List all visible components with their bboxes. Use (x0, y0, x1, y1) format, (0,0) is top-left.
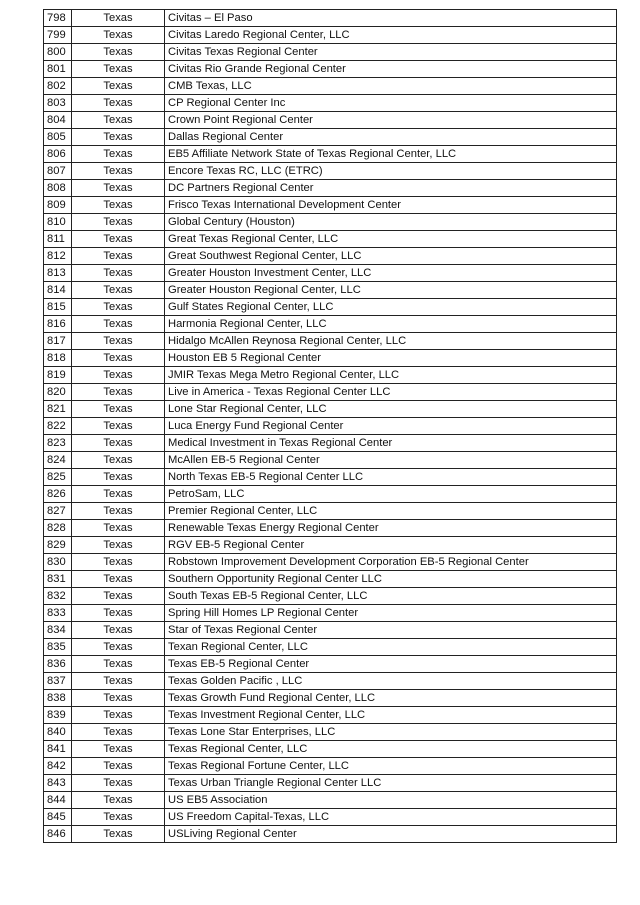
center-name-cell: Civitas Rio Grande Regional Center (165, 61, 617, 78)
center-name-cell: Live in America - Texas Regional Center LLC (165, 384, 617, 401)
row-number-cell: 844 (44, 792, 72, 809)
table-row (44, 418, 617, 435)
center-name-cell: Texas Lone Star Enterprises, LLC (165, 724, 617, 741)
row-number-cell: 810 (44, 214, 72, 231)
table-row (44, 673, 617, 690)
center-name-cell: Crown Point Regional Center (165, 112, 617, 129)
table-row (44, 537, 617, 554)
table-row (44, 333, 617, 350)
row-number-cell: 834 (44, 622, 72, 639)
row-number-cell: 828 (44, 520, 72, 537)
state-cell: Texas (72, 724, 165, 741)
table-row (44, 95, 617, 112)
center-name-cell: Medical Investment in Texas Regional Center (165, 435, 617, 452)
state-cell: Texas (72, 146, 165, 163)
center-name-cell: Texas EB-5 Regional Center (165, 656, 617, 673)
row-number-cell: 799 (44, 27, 72, 44)
state-cell: Texas (72, 707, 165, 724)
table-row (44, 112, 617, 129)
table-row (44, 775, 617, 792)
table-row (44, 78, 617, 95)
table-row (44, 520, 617, 537)
table-row (44, 588, 617, 605)
state-cell: Texas (72, 690, 165, 707)
regional-center-table-sheet (43, 9, 616, 843)
center-name-cell: Renewable Texas Energy Regional Center (165, 520, 617, 537)
table-row (44, 401, 617, 418)
state-cell: Texas (72, 469, 165, 486)
state-cell: Texas (72, 350, 165, 367)
table-row (44, 163, 617, 180)
table-row (44, 197, 617, 214)
state-cell: Texas (72, 775, 165, 792)
table-row (44, 452, 617, 469)
center-name-cell: CP Regional Center Inc (165, 95, 617, 112)
table-row (44, 248, 617, 265)
table-row (44, 27, 617, 44)
state-cell: Texas (72, 503, 165, 520)
row-number-cell: 827 (44, 503, 72, 520)
table-row (44, 214, 617, 231)
table-row (44, 435, 617, 452)
table-row (44, 350, 617, 367)
center-name-cell: Texas Regional Center, LLC (165, 741, 617, 758)
table-row (44, 61, 617, 78)
state-cell: Texas (72, 299, 165, 316)
table-row (44, 605, 617, 622)
row-number-cell: 798 (44, 10, 72, 27)
center-name-cell: Greater Houston Regional Center, LLC (165, 282, 617, 299)
row-number-cell: 811 (44, 231, 72, 248)
center-name-cell: Civitas – El Paso (165, 10, 617, 27)
row-number-cell: 835 (44, 639, 72, 656)
row-number-cell: 829 (44, 537, 72, 554)
table-body (44, 10, 617, 843)
row-number-cell: 840 (44, 724, 72, 741)
center-name-cell: Houston EB 5 Regional Center (165, 350, 617, 367)
state-cell: Texas (72, 316, 165, 333)
table-row (44, 299, 617, 316)
state-cell: Texas (72, 571, 165, 588)
center-name-cell: Texas Investment Regional Center, LLC (165, 707, 617, 724)
row-number-cell: 812 (44, 248, 72, 265)
state-cell: Texas (72, 27, 165, 44)
row-number-cell: 815 (44, 299, 72, 316)
table-row (44, 469, 617, 486)
state-cell: Texas (72, 214, 165, 231)
state-cell: Texas (72, 10, 165, 27)
row-number-cell: 838 (44, 690, 72, 707)
row-number-cell: 809 (44, 197, 72, 214)
center-name-cell: Luca Energy Fund Regional Center (165, 418, 617, 435)
table-row (44, 231, 617, 248)
state-cell: Texas (72, 639, 165, 656)
state-cell: Texas (72, 622, 165, 639)
center-name-cell: Texas Regional Fortune Center, LLC (165, 758, 617, 775)
state-cell: Texas (72, 486, 165, 503)
state-cell: Texas (72, 401, 165, 418)
center-name-cell: JMIR Texas Mega Metro Regional Center, LLC (165, 367, 617, 384)
table-row (44, 44, 617, 61)
table-row (44, 690, 617, 707)
center-name-cell: Southern Opportunity Regional Center LLC (165, 571, 617, 588)
center-name-cell: Gulf States Regional Center, LLC (165, 299, 617, 316)
row-number-cell: 800 (44, 44, 72, 61)
state-cell: Texas (72, 129, 165, 146)
row-number-cell: 818 (44, 350, 72, 367)
center-name-cell: Hidalgo McAllen Reynosa Regional Center, LLC (165, 333, 617, 350)
row-number-cell: 820 (44, 384, 72, 401)
center-name-cell: Dallas Regional Center (165, 129, 617, 146)
state-cell: Texas (72, 367, 165, 384)
state-cell: Texas (72, 758, 165, 775)
table-row (44, 622, 617, 639)
state-cell: Texas (72, 656, 165, 673)
row-number-cell: 802 (44, 78, 72, 95)
row-number-cell: 806 (44, 146, 72, 163)
table-row (44, 554, 617, 571)
row-number-cell: 803 (44, 95, 72, 112)
state-cell: Texas (72, 282, 165, 299)
state-cell: Texas (72, 112, 165, 129)
row-number-cell: 839 (44, 707, 72, 724)
table-row (44, 707, 617, 724)
center-name-cell: Texan Regional Center, LLC (165, 639, 617, 656)
state-cell: Texas (72, 452, 165, 469)
row-number-cell: 817 (44, 333, 72, 350)
table-row (44, 265, 617, 282)
row-number-cell: 813 (44, 265, 72, 282)
state-cell: Texas (72, 248, 165, 265)
row-number-cell: 814 (44, 282, 72, 299)
row-number-cell: 846 (44, 826, 72, 843)
center-name-cell: Texas Golden Pacific , LLC (165, 673, 617, 690)
center-name-cell: EB5 Affiliate Network State of Texas Regional Center, LLC (165, 146, 617, 163)
center-name-cell: Harmonia Regional Center, LLC (165, 316, 617, 333)
center-name-cell: Texas Growth Fund Regional Center, LLC (165, 690, 617, 707)
table-row (44, 639, 617, 656)
row-number-cell: 825 (44, 469, 72, 486)
row-number-cell: 833 (44, 605, 72, 622)
state-cell: Texas (72, 809, 165, 826)
state-cell: Texas (72, 95, 165, 112)
table-row (44, 792, 617, 809)
row-number-cell: 822 (44, 418, 72, 435)
regional-center-table (43, 9, 617, 843)
table-row (44, 129, 617, 146)
row-number-cell: 823 (44, 435, 72, 452)
row-number-cell: 826 (44, 486, 72, 503)
table-row (44, 826, 617, 843)
center-name-cell: Great Southwest Regional Center, LLC (165, 248, 617, 265)
state-cell: Texas (72, 180, 165, 197)
state-cell: Texas (72, 231, 165, 248)
row-number-cell: 830 (44, 554, 72, 571)
row-number-cell: 832 (44, 588, 72, 605)
center-name-cell: RGV EB-5 Regional Center (165, 537, 617, 554)
row-number-cell: 831 (44, 571, 72, 588)
row-number-cell: 842 (44, 758, 72, 775)
row-number-cell: 843 (44, 775, 72, 792)
table-row (44, 367, 617, 384)
state-cell: Texas (72, 537, 165, 554)
state-cell: Texas (72, 826, 165, 843)
table-row (44, 809, 617, 826)
state-cell: Texas (72, 163, 165, 180)
center-name-cell: North Texas EB-5 Regional Center LLC (165, 469, 617, 486)
center-name-cell: South Texas EB-5 Regional Center, LLC (165, 588, 617, 605)
state-cell: Texas (72, 333, 165, 350)
table-row (44, 384, 617, 401)
center-name-cell: USLiving Regional Center (165, 826, 617, 843)
table-row (44, 571, 617, 588)
center-name-cell: Civitas Laredo Regional Center, LLC (165, 27, 617, 44)
row-number-cell: 819 (44, 367, 72, 384)
table-row (44, 503, 617, 520)
state-cell: Texas (72, 418, 165, 435)
center-name-cell: McAllen EB-5 Regional Center (165, 452, 617, 469)
row-number-cell: 841 (44, 741, 72, 758)
state-cell: Texas (72, 384, 165, 401)
state-cell: Texas (72, 265, 165, 282)
center-name-cell: US Freedom Capital-Texas, LLC (165, 809, 617, 826)
state-cell: Texas (72, 673, 165, 690)
center-name-cell: Robstown Improvement Development Corporation EB-5 Regional Center (165, 554, 617, 571)
table-row (44, 486, 617, 503)
center-name-cell: Premier Regional Center, LLC (165, 503, 617, 520)
row-number-cell: 836 (44, 656, 72, 673)
table-row (44, 146, 617, 163)
table-row (44, 656, 617, 673)
state-cell: Texas (72, 61, 165, 78)
row-number-cell: 807 (44, 163, 72, 180)
center-name-cell: DC Partners Regional Center (165, 180, 617, 197)
center-name-cell: Global Century (Houston) (165, 214, 617, 231)
state-cell: Texas (72, 78, 165, 95)
table-row (44, 316, 617, 333)
center-name-cell: PetroSam, LLC (165, 486, 617, 503)
row-number-cell: 808 (44, 180, 72, 197)
state-cell: Texas (72, 792, 165, 809)
center-name-cell: CMB Texas, LLC (165, 78, 617, 95)
state-cell: Texas (72, 435, 165, 452)
state-cell: Texas (72, 588, 165, 605)
table-row (44, 10, 617, 27)
table-row (44, 180, 617, 197)
center-name-cell: US EB5 Association (165, 792, 617, 809)
row-number-cell: 821 (44, 401, 72, 418)
row-number-cell: 816 (44, 316, 72, 333)
row-number-cell: 824 (44, 452, 72, 469)
center-name-cell: Star of Texas Regional Center (165, 622, 617, 639)
state-cell: Texas (72, 44, 165, 61)
table-row (44, 724, 617, 741)
table-row (44, 758, 617, 775)
table-row (44, 741, 617, 758)
state-cell: Texas (72, 197, 165, 214)
row-number-cell: 805 (44, 129, 72, 146)
center-name-cell: Texas Urban Triangle Regional Center LLC (165, 775, 617, 792)
state-cell: Texas (72, 741, 165, 758)
table-row (44, 282, 617, 299)
center-name-cell: Greater Houston Investment Center, LLC (165, 265, 617, 282)
row-number-cell: 804 (44, 112, 72, 129)
center-name-cell: Civitas Texas Regional Center (165, 44, 617, 61)
center-name-cell: Lone Star Regional Center, LLC (165, 401, 617, 418)
row-number-cell: 801 (44, 61, 72, 78)
center-name-cell: Spring Hill Homes LP Regional Center (165, 605, 617, 622)
center-name-cell: Frisco Texas International Development Center (165, 197, 617, 214)
state-cell: Texas (72, 605, 165, 622)
center-name-cell: Encore Texas RC, LLC (ETRC) (165, 163, 617, 180)
center-name-cell: Great Texas Regional Center, LLC (165, 231, 617, 248)
state-cell: Texas (72, 554, 165, 571)
state-cell: Texas (72, 520, 165, 537)
row-number-cell: 837 (44, 673, 72, 690)
row-number-cell: 845 (44, 809, 72, 826)
